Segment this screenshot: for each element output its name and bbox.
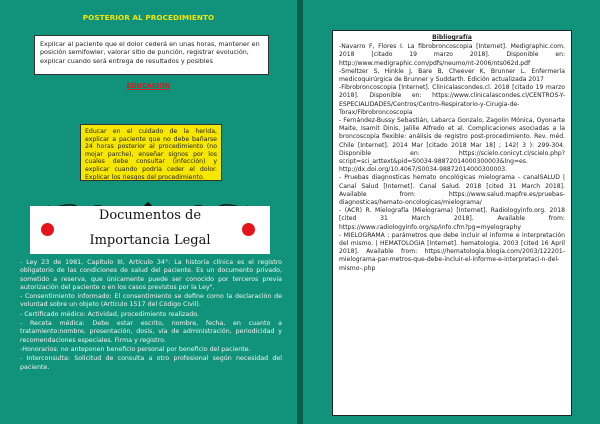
legal-item: -Honorarios: no anteponen beneficio personal por beneficio del paciente. [20,345,251,353]
bibliography-entry: -Fibrobroncoscopia [Internet]. Clinicalascondes.cl. 2018 [citado 19 marzo 2018]. Disponible en: https://www.clinicalascondes.cl/CENTROS-Y-ESPECIALIDADES/Centros/Centro-Respiratorio-y-Cirugia-de-Torax/Fibrobroncoscopia [339,84,565,116]
legal-item: - Receta médica: Debe estar escrito, nombre, fecha, en cuanto a tratamiento:nombre, presentación, dosis, vía de administración, periodicidad y recomendaciones especiales. Firma y registro. [20,320,282,344]
post-procedure-box: Explicar al paciente que el dolor cederá en unas horas, mantener en posición semifowler, valorar sitio de punción, registrar evolución, explicar cuando será entrega de resultados y posibles [34,35,269,75]
bibliography-entry: -Navarro F, Flores I. La fibrobroncoscopia [Internet]. Medigraphic.com. 2018 [citado 19 marzo 2018]. Disponible en: http://www.medigraphic.com/pdfs/neumo/nt-2006/nts062d.pdf [339,43,565,67]
legal-item: - Consentimiento informado: El consentimiento se define como la declaración de voluntad sobre un objeto (Artículo 1517 del Código Civil). [20,293,282,309]
red-dot-icon [41,223,54,236]
bibliography-entry: - Pruebas diagnosticas hemato oncológicas mielograma - canalSALUD | Canal Salud [Internet]. Canal Salud. 2018 [cited 31 March 2018]. Available from: https://www.salud.mapfre.es/pruebas-diagnosticas/hemato-oncologicas/mielograma/ [339,174,565,207]
bibliography-entry: -Smeltzer S, Hinkle J, Bare B, Cheever K, Brunner L. Enfermería medicoquirúrgica de Brunner y Suddarth. Edición actualizada 2017 [339,67,565,84]
bibliography-entry: - MIELOGRAMA ; parámetros que debe incluir el informe e interpretación del mismo. | HEMATOLOGIA [Internet]. hematologia. 2003 [cited 16 April 2018]. Available from: https://hematologia.blogia.com/2003/122201-mielograma-par-metros-que-debe-incluir-el-informe-e-interpretaci-n-del-mismo-.php [339,231,565,272]
education-box: Educar en el cuidado de la herida, explicar a paciente que no debe bañarse 24 horas posterior al procedimiento (no mojar parche), enseñar signos por los cuales debe consultar (infección) y explicar cuando podría ceder el dolor. Explicar los riesgos del procedimiento. [80,124,222,181]
bibliography-title: Bibliografía [432,34,472,41]
legal-docs-title-line2: Importancia Legal [89,233,211,248]
legal-item: - Ley 23 de 1981, Capítulo III, Artículo 34°: La historia clínica es el registro obligatorio de las condiciones de salud del paciente. Es un documento privado, sometido a reserva, que únicamente puede ser conocido por terceros previa autorización del paciente o en los casos previstos por la Ley". [20,259,282,291]
bibliography-entry: - (ACR) R. Mielografía (Mielograma) [Internet]. Radiologyinfo.org. 2018 [cited 31 March 2018]. Available from: https://www.radiologyinfo.org/sp/info.cfm?pg=myelography [339,207,565,231]
bibliography-entry: - Fernández-Bussy Sebastián, Labarca Gonzalo, Zagolin Mónica, Oyonarte Maite, Isamit Dinis, Jalilie Alfredo et al. Complicaciones asociadas a la broncoscopía flexible: análisis de registro post-procedimiento. Rev. méd. Chile [Internet]. 2014 Mar [citado 2018 Mar 18] ; 142( 3 ): 299-304. Disponible en: https://scielo.conicyt.cl/scielo.php?script=sci_arttext&pid=S0034-98872014000300003&lng=es. http://dx.doi.org/10.4067/S0034-98872014000300003. [339,117,565,174]
legal-item: - Interconsulta: Solicitud de consulta a otro profesional según necesidad del paciente. [20,355,282,371]
bibliography-box [332,30,572,416]
red-dot-icon [242,223,255,236]
education-heading: EDUCACION [126,82,171,90]
legal-docs-list [20,259,282,373]
legal-docs-title-line1: Documentos de [98,208,202,223]
legal-item: - Certificado médico: Actividad, procedimiento realizado. [20,310,199,318]
section-title: POSTERIOR AL PROCEDIMIENTO [82,13,215,22]
